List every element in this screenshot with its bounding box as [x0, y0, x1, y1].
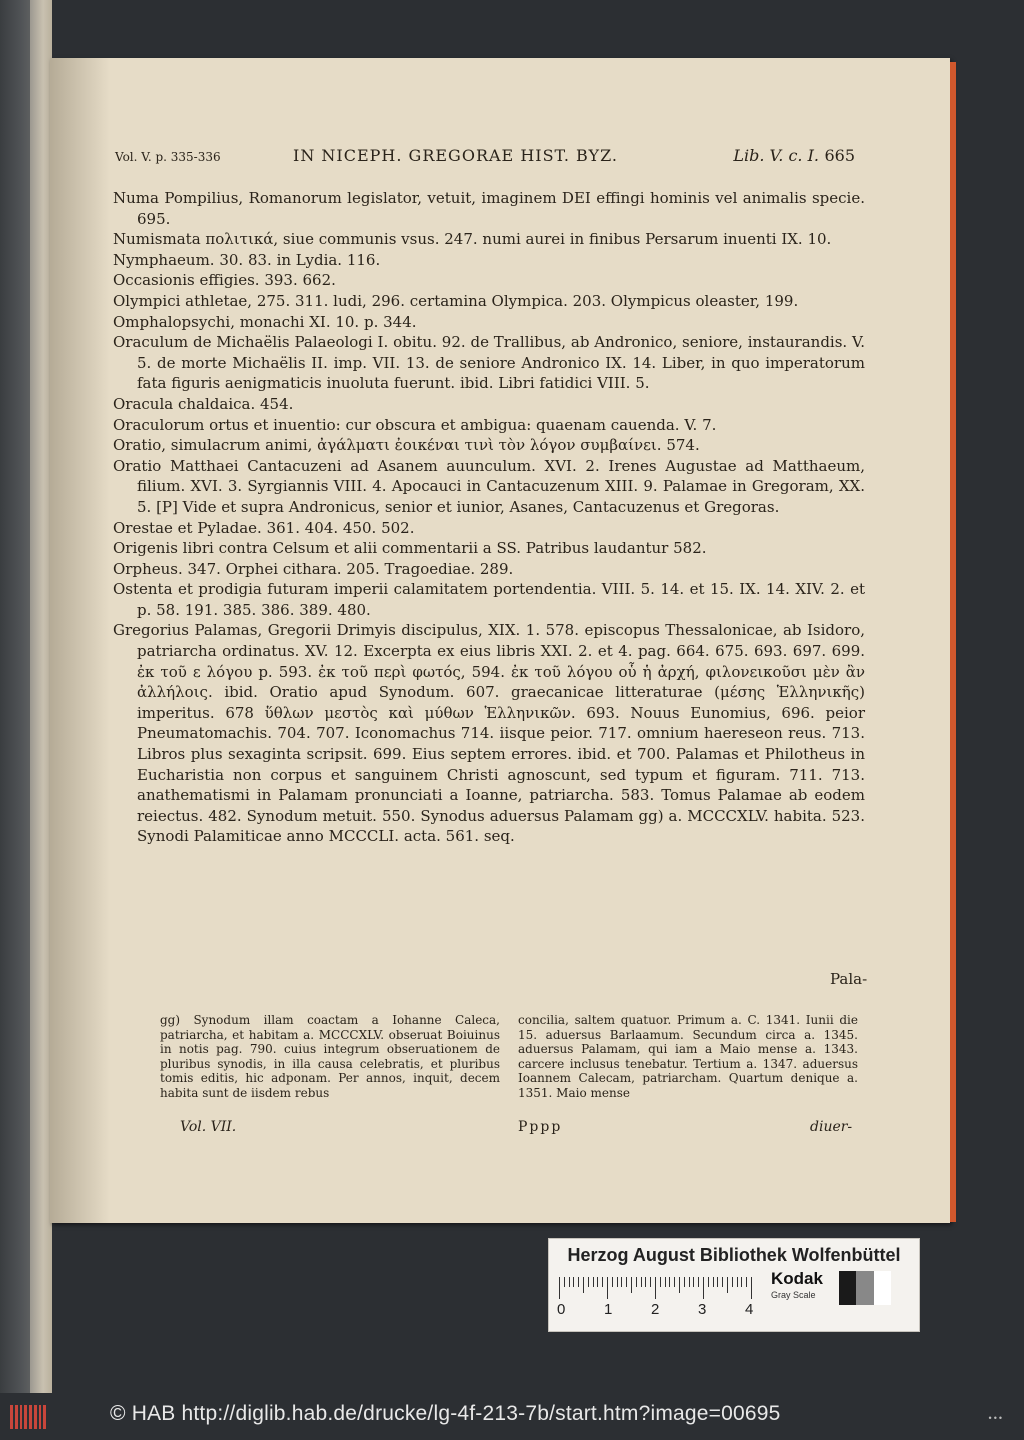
- ruler-tick: [626, 1277, 627, 1287]
- index-entry: Gregorius Palamas, Gregorii Drimyis discipulus, XIX. 1. 578. episcopus Thessalonicae, ab Isidoro, patriarcha ordinatus. XV. 12. Excerpta ex eius libris XXI. 2. et 4. pag. 664. 675. 693. 697. 699. ἐκ τοῦ ε λόγου p. 593. ἐκ τοῦ περὶ φωτός, 594. ἐκ τοῦ λόγου οὗ ἡ ἀρχή, φιλονεικοῦσι μὲν ἂν ἀλλήλοις. ibid. Oratio apud Synodum. 607. graecanicae litteraturae (μέσης Ἑλληνικῆς) imperitus. 678 ὕθλων μεστὸς καὶ μύθων Ἑλληνικῶν. 693. Nouus Eunomius, 696. peior Pneumatomachis. 704. 707. Iconomachus 714. iisque peior. 717. omnium haereseon reus. 713. Libros plus sexaginta scripsit. 699. Eius septem errores. ibid. et 700. Palamas et Philotheus in Eucharistia non corpus et sanguinem Christi agnoscunt, sed typum et figuram. 711. 713. anathematismi in Palamam pronunciati a Ioanne, patriarcha. 583. Tomus Palamae ab eodem reiectus. 482. Synodum metuit. 550. Synodus aduersus Palamam gg) a. MCCCXLV. habita. 523. Synodi Palamiticae anno MCCCLI. acta. 561. seq.: [113, 621, 865, 846]
- ruler-tick: [708, 1277, 709, 1287]
- book-page: [50, 58, 950, 1223]
- ruler-tick: [636, 1277, 637, 1287]
- hab-logo-icon: [10, 1405, 46, 1429]
- ruler-tick: [669, 1277, 670, 1287]
- ruler-tick: [583, 1277, 584, 1293]
- ruler-tick: [602, 1277, 603, 1287]
- footer-bar: [0, 1393, 1024, 1440]
- scale-ruler: [559, 1277, 755, 1299]
- ruler-tick: [732, 1277, 733, 1287]
- ruler-tick: [689, 1277, 690, 1287]
- ruler-tick: [713, 1277, 714, 1287]
- library-label-title: Herzog August Bibliothek Wolfenbüttel: [567, 1245, 901, 1265]
- gray-scale-swatches: [839, 1271, 891, 1305]
- footnote-left-column: gg) Synodum illam coactam a Iohanne Caleca, patriarcha, et habitam a. MCCCXLV. obseruat Boiuinus in notis pag. 790. cuius integrum obseruationem de pluribus synodis, in illa causa celebratis, et pluribus tomis editis, hic adponam. Per annos, inquit, decem habita sunt de iisdem rebus: [160, 1013, 500, 1100]
- ruler-tick: [741, 1277, 742, 1287]
- ruler-tick: [751, 1277, 752, 1299]
- index-entry: Omphalopsychi, monachi XI. 10. p. 344.: [113, 312, 417, 331]
- signature-volume: Vol. VII.: [180, 1119, 237, 1135]
- index-entry: Olympici athletae, 275. 311. ludi, 296. certamina Olympica. 203. Olympicus oleaster, 199.: [113, 291, 799, 310]
- ruler-number: 0: [557, 1301, 566, 1318]
- ruler-tick: [607, 1277, 608, 1299]
- ruler-tick: [578, 1277, 579, 1287]
- ruler-tick: [703, 1277, 704, 1299]
- ruler-tick: [645, 1277, 646, 1287]
- index-entry: Orpheus. 347. Orphei cithara. 205. Tragoediae. 289.: [113, 559, 514, 578]
- ruler-number: 2: [651, 1301, 660, 1318]
- index-entry: Nymphaeum. 30. 83. in Lydia. 116.: [113, 250, 381, 269]
- previous-page-edge: [30, 0, 52, 1393]
- ruler-tick: [679, 1277, 680, 1293]
- ruler-tick: [660, 1277, 661, 1287]
- index-entry: Ostenta et prodigia futuram imperii calamitatem portendentia. VIII. 5. 14. et 15. IX. 14. XIV. 2. et p. 58. 191. 385. 386. 389. 480.: [113, 580, 865, 619]
- ruler-tick: [621, 1277, 622, 1287]
- index-entry: Oraculum de Michaëlis Palaeologi I. obitu. 92. de Trallibus, ab Andronico, seniore, instaurandis. V. 5. de morte Michaëlis II. imp. VII. 13. de seniore Andronico IX. 14. Liber, in quo imperatorum fata figuris aenigmaticis inuoluta fuerunt. ibid. Libri fatidici VIII. 5.: [113, 333, 865, 393]
- ruler-tick: [631, 1277, 632, 1293]
- index-entry: Oraculorum ortus et inuentio: cur obscura et ambigua: quaenam cauenda. V. 7.: [113, 415, 717, 434]
- ruler-tick: [617, 1277, 618, 1287]
- ruler-tick: [641, 1277, 642, 1287]
- ruler-tick: [650, 1277, 651, 1287]
- ruler-tick: [684, 1277, 685, 1287]
- ruler-tick: [737, 1277, 738, 1287]
- page-edge-red: [950, 62, 956, 1222]
- index-entries: [113, 188, 865, 847]
- ruler-tick: [597, 1277, 598, 1287]
- ruler-tick: [573, 1277, 574, 1287]
- ruler-tick: [727, 1277, 728, 1293]
- index-entry: Orestae et Pyladae. 361. 404. 450. 502.: [113, 518, 415, 537]
- index-entry: Oracula chaldaica. 454.: [113, 394, 294, 413]
- index-entry: Origenis libri contra Celsum et alii commentarii a SS. Patribus laudantur 582.: [113, 539, 707, 558]
- header-volume-ref: Vol. V. p. 335-336: [115, 150, 221, 164]
- running-header: [115, 146, 855, 168]
- ruler-tick: [593, 1277, 594, 1287]
- ruler-number: 4: [745, 1301, 754, 1318]
- signature-mark: Pppp: [518, 1119, 563, 1135]
- ruler-tick: [693, 1277, 694, 1287]
- index-entry: Occasionis effigies. 393. 662.: [113, 271, 336, 290]
- ruler-number: 1: [604, 1301, 613, 1318]
- ruler-number: 3: [698, 1301, 707, 1318]
- ruler-tick: [746, 1277, 747, 1287]
- ruler-tick: [612, 1277, 613, 1287]
- ruler-tick: [655, 1277, 656, 1299]
- catchword-main: Pala-: [830, 970, 868, 988]
- kodak-subtitle: Gray Scale: [771, 1290, 816, 1300]
- library-color-card: [548, 1238, 920, 1332]
- gutter-shadow: [50, 58, 110, 1223]
- footer-dots-icon: •••: [988, 1413, 1004, 1423]
- ruler-tick: [674, 1277, 675, 1287]
- header-title: IN NICEPH. GREGORAE HIST. BYZ.: [293, 146, 618, 165]
- kodak-brand: Kodak: [771, 1269, 823, 1288]
- ruler-tick: [665, 1277, 666, 1287]
- ruler-tick: [559, 1277, 560, 1299]
- ruler-tick: [569, 1277, 570, 1287]
- index-entry: Oratio Matthaei Cantacuzeni ad Asanem auunculum. XVI. 2. Irenes Augustae ad Matthaeum, filium. XVI. 3. Syrgiannis VIII. 4. Apocauci in Cantacuzenum XIII. 9. Palamae in Gregoram, XX. 5. [P] Vide et supra Andronicus, senior et iunior, Asanes, Cantacuzenus et Gregoras.: [113, 456, 865, 516]
- kodak-logo: [771, 1269, 823, 1300]
- ruler-tick: [698, 1277, 699, 1287]
- index-entry: Oratio, simulacrum animi, ἀγάλματι ἐοικέναι τινὶ τὸν λόγον συμβαίνει. 574.: [113, 436, 700, 455]
- ruler-tick: [564, 1277, 565, 1287]
- footnote-right-column: concilia, saltem quatuor. Primum a. C. 1341. Iunii die 15. aduersus Barlaamum. Secundum circa a. 1345. aduersus Palamam, qui iam a Maio mense a. 1343. carcere inclusus tenebatur. Tertium a. 1347. aduersus Ioannem Calecam, patriarcham. Quartum denique a. 1351. Maio mense: [518, 1013, 858, 1100]
- ruler-tick: [717, 1277, 718, 1287]
- footer-copyright-url[interactable]: © HAB http://diglib.hab.de/drucke/lg-4f-213-7b/start.htm?image=00695: [110, 1402, 781, 1425]
- ruler-tick: [722, 1277, 723, 1287]
- header-book-ref: Lib. V. c. I.: [733, 146, 819, 165]
- index-entry: Numa Pompilius, Romanorum legislator, vetuit, imaginem DEI effingi hominis vel animalis specie. 695.: [113, 189, 865, 228]
- index-entry: Numismata πολιτικά, siue communis vsus. 247. numi aurei in finibus Persarum inuenti IX. 10.: [113, 230, 832, 249]
- page-number: 665: [824, 146, 855, 165]
- ruler-tick: [588, 1277, 589, 1287]
- signature-catchword: diuer-: [810, 1119, 853, 1135]
